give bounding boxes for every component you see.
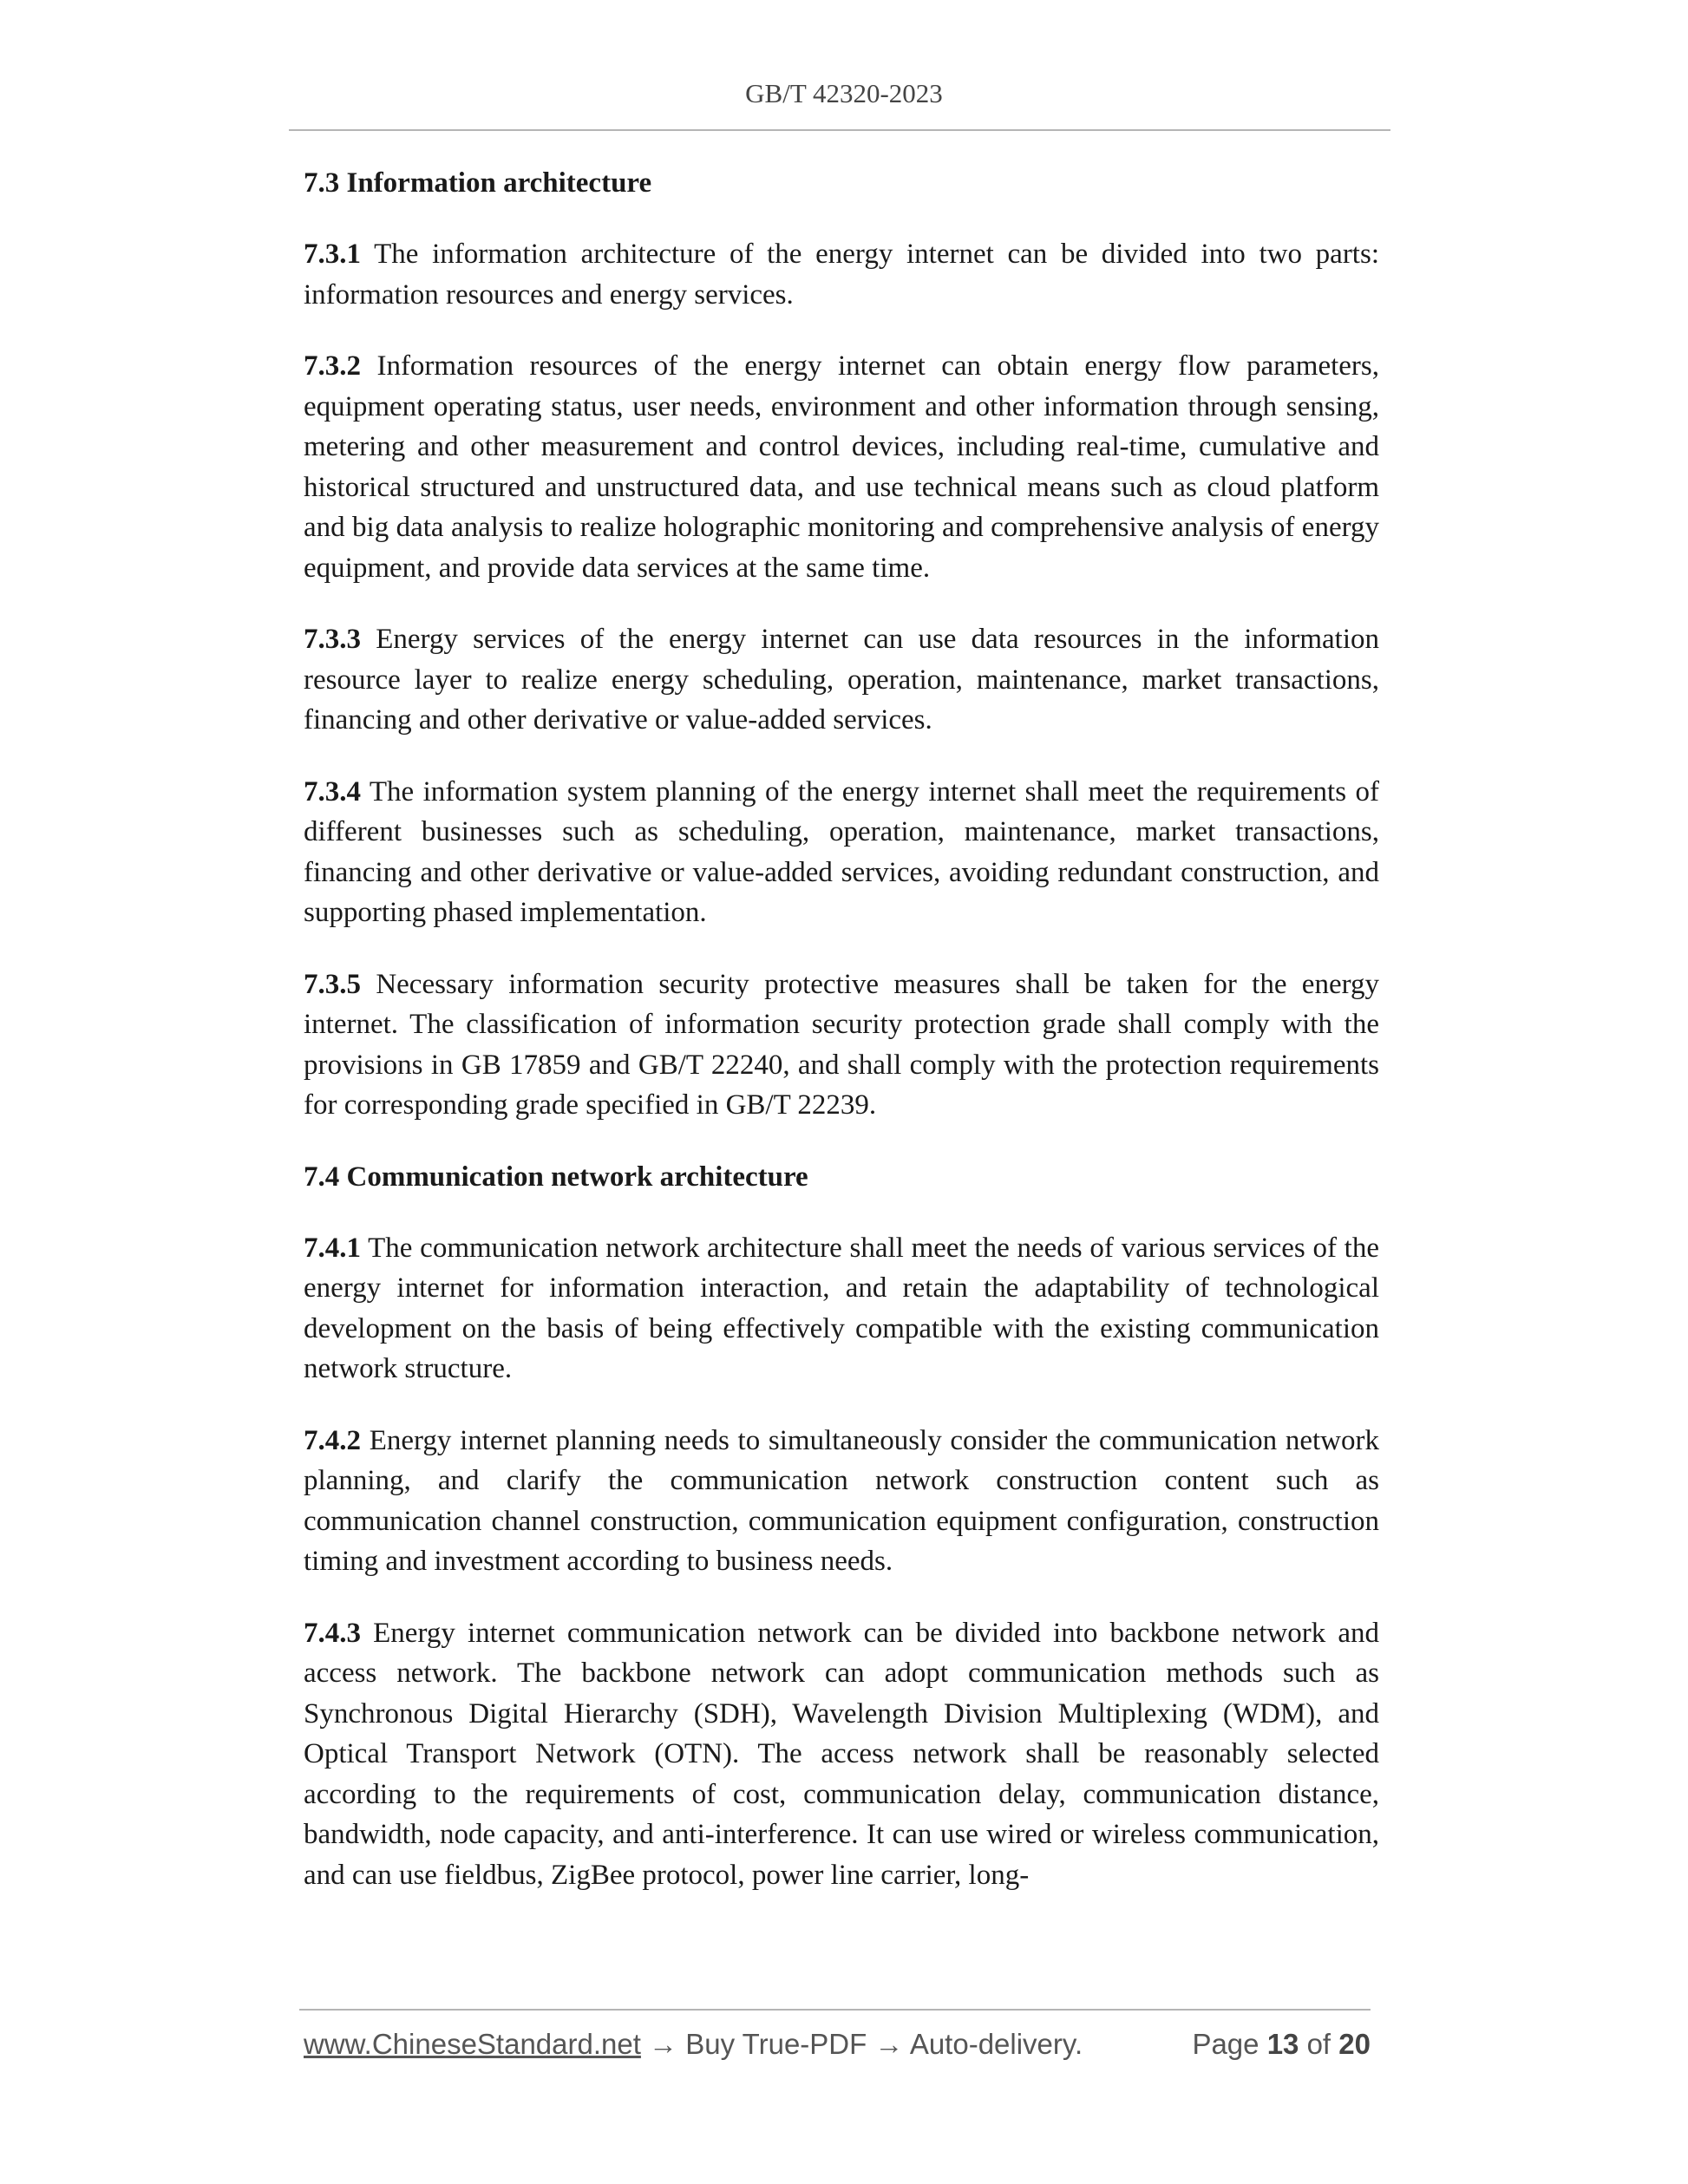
page-label: Page [1192, 2028, 1259, 2060]
clause-number: 7.4.3 [304, 1617, 361, 1649]
clause-7-4-1 [304, 1228, 1379, 1390]
clause-text: The information system planning of the energy internet shall meet the requirements of different businesses such as scheduling, operation, maintenance, market transactions, financing and other derivative or value-added services, avoiding redundant construction, and supporting phased implementation. [304, 775, 1379, 928]
clause-7-3-2 [304, 346, 1379, 588]
page-footer [304, 2028, 1371, 2066]
clause-7-3-5 [304, 964, 1379, 1126]
clause-7-4-2 [304, 1421, 1379, 1582]
clause-number: 7.3.5 [304, 968, 361, 1000]
clause-number: 7.4.2 [304, 1424, 361, 1456]
section-heading-7-3: 7.3 Information architecture [304, 167, 652, 199]
clause-text: The information architecture of the energy internet can be divided into two parts: information resources and energy services. [304, 239, 1379, 311]
clause-7-3-4 [304, 772, 1379, 933]
clause-7-4-3 [304, 1613, 1379, 1896]
page-total: 20 [1338, 2028, 1371, 2060]
section-heading-7-4: 7.4 Communication network architecture [304, 1161, 808, 1193]
page-current: 13 [1266, 2028, 1299, 2060]
clause-7-3-1 [304, 234, 1379, 315]
clause-text: Information resources of the energy internet can obtain energy flow parameters, equipment operating status, user needs, environment and other information through sensing, metering and other measurement and control devices, including real-time, cumulative and historical structured and unstructured data, and use technical means such as cloud platform and big data analysis to realize holographic monitoring and comprehensive analysis of energy equipment, and provide data services at the same time. [304, 350, 1379, 584]
footer-promo-text: → Buy True-PDF → Auto-delivery. [640, 2028, 1083, 2060]
clause-text: Energy internet planning needs to simultaneously consider the communication network planning, and clarify the communication network construction content such as communication channel construction, communication equipment configuration, construction timing and investment according to business needs. [304, 1424, 1379, 1577]
clause-number: 7.3.2 [304, 350, 361, 382]
clause-text: Necessary information security protective measures shall be taken for the energy internet. The classification of information security protection grade shall comply with the provisions in GB 17859 and GB/T 22240, and shall comply with the protection requirements for corresponding grade specified in GB/T 22239. [304, 968, 1379, 1121]
page-header [0, 78, 1688, 109]
clause-text: The communication network architecture shall meet the needs of various services of the energy internet for information interaction, and retain the adaptability of technological development on the basis of being effectively compatible with the existing communication network structure. [304, 1232, 1379, 1384]
clause-number: 7.4.1 [304, 1232, 361, 1264]
document-body [304, 163, 1379, 1895]
clause-number: 7.3.3 [304, 624, 361, 655]
standard-id: GB/T 42320-2023 [745, 78, 943, 108]
website-link[interactable]: www.ChineseStandard.net [304, 2028, 641, 2060]
clause-text: Energy internet communication network can be divided into backbone network and access network. The backbone network can adopt communication methods such as Synchronous Digital Hierarchy (SDH), Wavelength Division Multiplexing (WDM), and Optical Transport Network (OTN). The access network shall be reasonably selected according to the requirements of cost, communication delay, communication distance, bandwidth, node capacity, and anti-interference. It can use wired or wireless communication, and can use fieldbus, ZigBee protocol, power line carrier, long- [304, 1617, 1379, 1891]
page-indicator [1192, 2028, 1371, 2061]
footer-promo [304, 2028, 1083, 2061]
clause-7-3-3 [304, 619, 1379, 741]
page-of: of [1306, 2028, 1331, 2060]
clause-number: 7.3.4 [304, 775, 361, 808]
footer-divider [299, 2009, 1371, 2011]
clause-text: Energy services of the energy internet can use data resources in the information resource layer to realize energy scheduling, operation, maintenance, market transactions, financing and other derivative or value-added services. [304, 624, 1379, 736]
header-divider [289, 129, 1390, 131]
clause-number: 7.3.1 [304, 239, 361, 270]
